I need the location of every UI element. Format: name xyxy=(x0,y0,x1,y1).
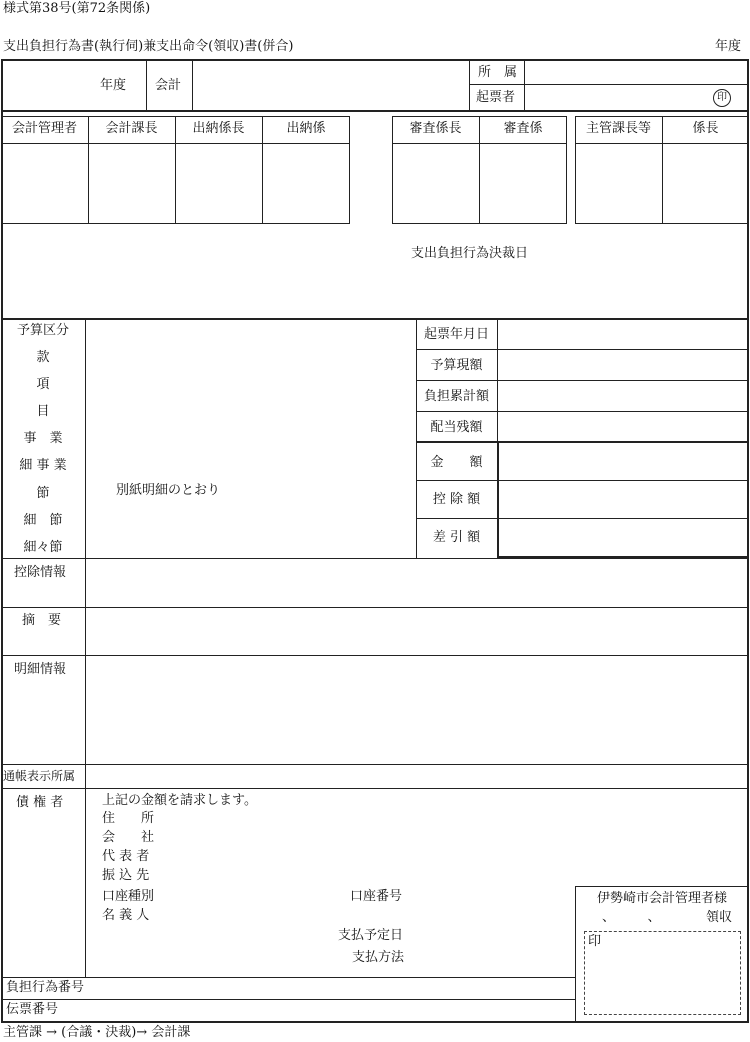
receipt-to: 伊勢崎市会計管理者様 xyxy=(596,891,727,906)
seal-icon: 印 xyxy=(713,89,731,107)
company-label: 会 社 xyxy=(102,830,155,845)
detail-note: 別紙明細のとおり xyxy=(116,483,221,498)
approval-label: 係長 xyxy=(692,121,719,136)
shozoku-label: 所 属 xyxy=(478,65,518,80)
receipt-seal-area xyxy=(584,931,741,1015)
decision-date-label: 支出負担行為決裁日 xyxy=(411,246,529,261)
receipt-seal-label: 印 xyxy=(588,934,602,949)
representative-label: 代 表 者 xyxy=(102,849,150,864)
holder-label: 名 義 人 xyxy=(102,908,150,923)
amount-label: 金 額 xyxy=(430,455,483,470)
detail-info-label: 明細情報 xyxy=(14,662,67,677)
approval-label: 会計課長 xyxy=(105,121,158,136)
budget-right-label: 配当残額 xyxy=(430,420,483,435)
creditor-label: 債 権 者 xyxy=(16,795,64,810)
receipt-ryoshu: 領収 xyxy=(706,910,733,925)
amount-label: 控 除 額 xyxy=(432,492,481,507)
budget-right-label: 負担累計額 xyxy=(423,389,489,404)
approval-label: 審査係 xyxy=(503,121,543,136)
deduction-info-label: 控除情報 xyxy=(14,565,67,580)
address-label: 住 所 xyxy=(102,811,155,826)
approval-label: 審査係長 xyxy=(409,121,462,136)
form-number: 様式第38号(第72条関係) xyxy=(3,1,151,16)
budget-right-label: 予算現額 xyxy=(430,358,483,373)
account-number-label: 口座番号 xyxy=(350,889,403,904)
approval-label: 出納係長 xyxy=(192,121,245,136)
budget-label: 目 xyxy=(36,404,50,419)
nendo-label: 年度 xyxy=(100,78,127,93)
budget-label: 細 節 xyxy=(23,513,63,528)
transfer-to-label: 振 込 先 xyxy=(102,868,150,883)
approval-label: 出納係 xyxy=(286,121,326,136)
payment-method-label: 支払方法 xyxy=(352,950,405,965)
passbook-label: 通帳表示所属 xyxy=(3,769,76,783)
kaikei-label: 会計 xyxy=(155,78,182,93)
budget-right-label: 起票年月日 xyxy=(423,327,489,342)
amount-label: 差 引 額 xyxy=(432,530,481,545)
routing-footer: 主管課 → (合議・決裁)→ 会計課 xyxy=(3,1025,191,1040)
budget-label: 事 業 xyxy=(23,431,63,446)
approval-label: 会計管理者 xyxy=(11,121,77,136)
amount-box xyxy=(497,441,749,558)
budget-label: 款 xyxy=(36,350,50,365)
budget-label: 節 xyxy=(36,486,50,501)
burden-number-label: 負担行為番号 xyxy=(6,980,85,995)
voucher-number-label: 伝票番号 xyxy=(6,1002,59,1017)
page-title: 支出負担行為書(執行伺)兼支出命令(領収)書(併合) xyxy=(3,39,294,54)
budget-label: 細々節 xyxy=(23,540,63,555)
request-text: 上記の金額を請求します。 xyxy=(102,793,257,808)
budget-label: 項 xyxy=(36,377,50,392)
receipt-dots: 、 、 xyxy=(602,910,661,925)
budget-label: 細 事 業 xyxy=(19,458,67,473)
approval-label: 主管課長等 xyxy=(585,121,651,136)
fiscal-year-label: 年度 xyxy=(715,39,742,54)
payment-date-label: 支払予定日 xyxy=(338,928,404,943)
kihyosha-label: 起票者 xyxy=(476,90,516,105)
account-type-label: 口座種別 xyxy=(102,889,155,904)
budget-label: 予算区分 xyxy=(16,323,69,338)
summary-label: 摘 要 xyxy=(22,613,62,628)
